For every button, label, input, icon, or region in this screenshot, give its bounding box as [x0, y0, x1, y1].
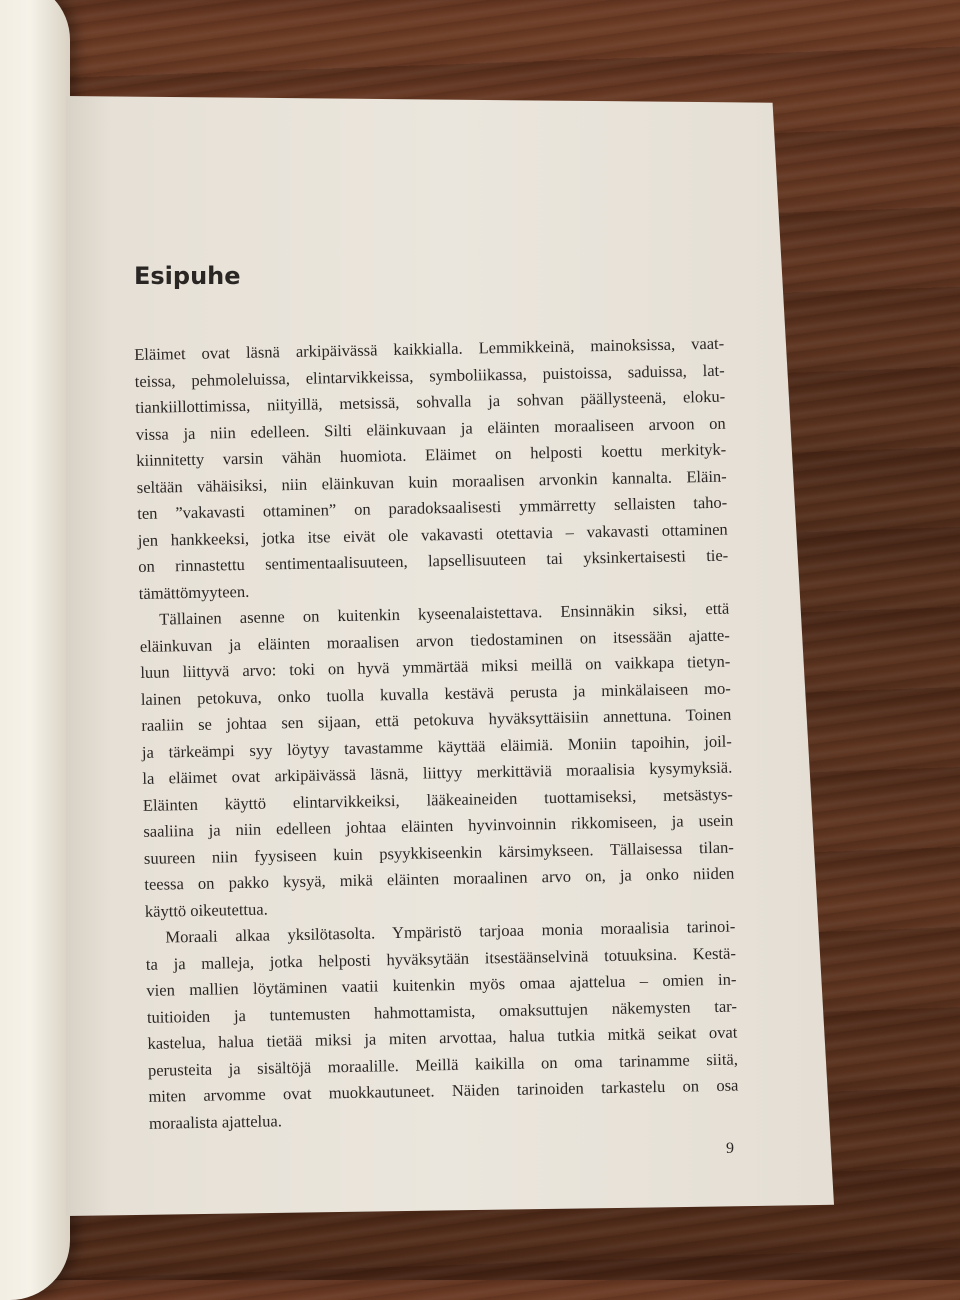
text-line: miten arvomme ovat muokkautuneet. Näiden tarinoiden tarkastelu on osa	[148, 1075, 739, 1106]
text-line: vissa ja niin edelleen. Silti eläinkuvaan ja eläinten moraaliseen arvoon on	[135, 413, 726, 444]
text-line: perusteita ja sisältöjä moraalille. Meillä kaikilla on oma tarinamme siitä,	[147, 1049, 739, 1080]
text-line: jen hankkeeksi, jotka itse eivät ole vakavasti otettavia – vakavasti ottaminen	[137, 519, 728, 550]
text-line: ten ”vakavasti ottaminen” on paradoksaalisesti ymmärretty sellaisten taho-	[137, 492, 728, 523]
left-page-edge	[0, 0, 70, 1300]
text-line: ja tärkeämpi syy löytyy tavastamme käyttää eläimiä. Moniin tapoihin, joil-	[141, 731, 732, 762]
text-line: teessa on pakko kysyä, mikä eläinten moraalinen arvo on, ja onko niiden	[144, 863, 735, 894]
text-line: Tällainen asenne on kuitenkin kyseenalaistettava. Ensinnäkin siksi, että	[159, 598, 730, 629]
text-line: tuitioiden ja tuntemusten hahmottamista, omaksuttujen näkemysten tar-	[146, 996, 738, 1027]
text-line: tämättömyyteen.	[138, 581, 250, 603]
body-text	[134, 331, 739, 1137]
text-line: saaliina ja niin edelleen johtaa eläinten hyvinvoinnin rikkomiseen, ja usein	[143, 810, 734, 841]
page-number: 9	[726, 1140, 734, 1157]
text-line: tiankiillottimissa, niityillä, metsissä, sohvalla ja sohvan päällysteenä, eloku-	[135, 386, 726, 417]
chapter-heading: Esipuhe	[134, 262, 241, 290]
text-line: seltään vähäisiksi, niin eläinkuvan kuin moraalisen arvonkin kannalta. Eläin-	[136, 466, 727, 497]
paragraph-2	[139, 596, 735, 925]
text-line: Eläimet ovat läsnä arkipäivässä kaikkialla. Lemmikkeinä, mainoksissa, vaat-	[134, 333, 725, 364]
paragraph-1	[134, 331, 729, 607]
text-line: on rinnastettu sentimentaalisuuteen, lapsellisuuteen tai yksinkertaisesti tie-	[138, 545, 729, 576]
text-line: luun liittyvä arvo: toki on hyvä ymmärtää miksi meillä on vaikkapa tietyn-	[140, 651, 731, 682]
text-line: raaliin se johtaa sen sijaan, että petokuva hyväksyttäisiin annettuna. Toinen	[141, 704, 732, 735]
text-line: moraalista ajattelua.	[148, 1110, 283, 1133]
text-line: ta ja malleja, jotka helposti hyväksytään itsestäänselvinä totuuksina. Kestä-	[145, 943, 737, 974]
text-line: Eläinten käyttö elintarvikkeiksi, lääkeaineiden tuottamiseksi, metsästys-	[142, 784, 733, 815]
text-line: Moraali alkaa yksilötasolta. Ympäristö tarjoaa monia moraalisia tarinoi-	[165, 916, 736, 947]
text-line: kiinnitetty varsin vähän huomiota. Eläimet on helposti koettu merkityk-	[136, 439, 727, 470]
text-line: eläinkuvan ja eläinten moraalisen arvon tiedostaminen on itsessään ajatte-	[139, 625, 730, 656]
text-line: lainen petokuva, onko tuolla kuvalla kestävä perusta ja minkälaiseen mo-	[140, 678, 731, 709]
text-line: kastelua, halua tietää miksi ja miten arvottaa, halua tutkia mitkä seikat ovat	[147, 1022, 738, 1053]
text-line: suureen niin fyysiseen kuin psyykkiseenkin kärsimykseen. Tällaisessa tilan-	[143, 837, 734, 868]
text-line: vien mallien löytäminen vaatii kuitenkin myös omaa ajattelua – omien in-	[146, 969, 737, 1000]
paragraph-3	[145, 914, 739, 1137]
text-line: käyttö oikeutettua.	[144, 899, 268, 921]
text-line: la eläimet ovat arkipäivässä läsnä, liittyy merkittäviä moraalisia kysymyksiä.	[142, 757, 733, 788]
text-line: teissa, pehmoleluissa, elintarvikkeissa, symboliikassa, puistoissa, saduissa, lat-	[134, 360, 725, 391]
